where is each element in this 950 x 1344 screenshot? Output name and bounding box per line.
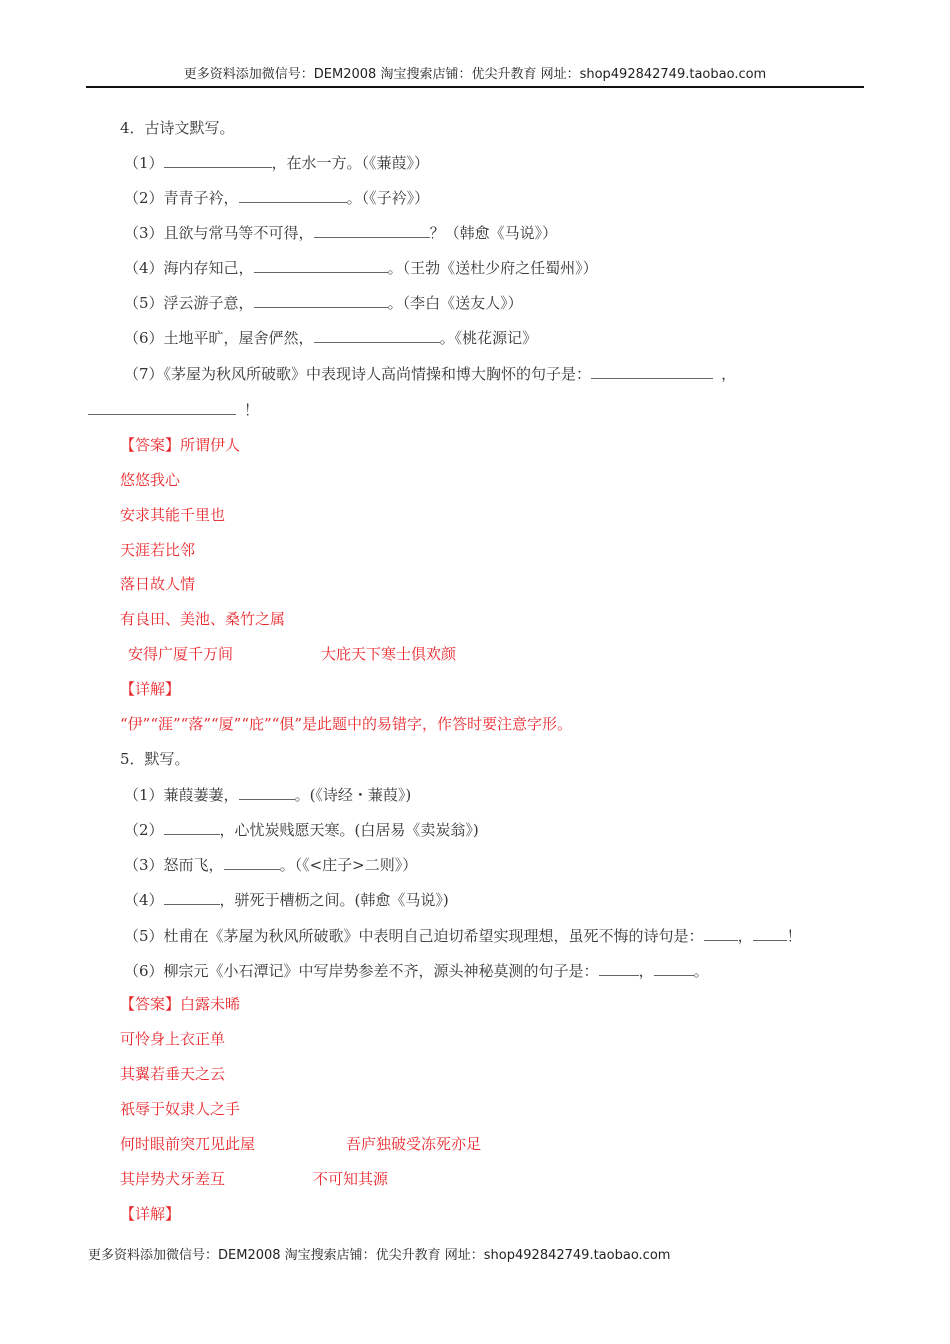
question-item-continuation: ！ <box>88 399 259 420</box>
answer-blank[interactable] <box>239 784 295 800</box>
answer-line: 【答案】白露未晞 <box>120 995 241 1013</box>
header-divider <box>86 86 864 88</box>
answer-blank[interactable] <box>164 152 272 168</box>
question-item: （7）《茅屋为秋风所破歌》中表现诗人高尚情操和博大胸怀的句子是： ， <box>124 365 737 383</box>
question-item: （3）且欲与常马等不可得， ？（韩愈《马说》） <box>124 224 558 242</box>
question-item: （4）海内存知己， 。（王勃《送杜少府之任蜀州》） <box>124 259 598 277</box>
answer-line: 大庇天下寒士俱欢颜 <box>321 645 457 663</box>
explain-label: 【详解】 <box>120 1205 181 1223</box>
answer-label: 【答案】 <box>120 995 181 1013</box>
answer-line: 可怜身上衣正单 <box>120 1030 226 1048</box>
answer-blank[interactable] <box>314 327 440 343</box>
answer-blank[interactable] <box>254 257 388 273</box>
answer-line: 有良田、美池、桑竹之属 <box>120 610 286 628</box>
answer-blank[interactable] <box>88 399 236 415</box>
answer-line: 祇辱于奴隶人之手 <box>120 1100 241 1118</box>
answer-line: 其岸势犬牙差互 <box>120 1170 226 1188</box>
header-text: 更多资料添加微信号：DEM2008 淘宝搜索店铺：优尖升教育 网址：shop492842749.taobao.com <box>183 67 767 82</box>
question-item: （1）蒹葭萋萋， 。(《诗经・蒹葭》) <box>124 786 412 804</box>
answer-line: 落日故人情 <box>120 575 196 593</box>
answer-line: 【答案】所谓伊人 <box>120 436 241 454</box>
question-item: （6）柳宗元《小石潭记》中写岸势参差不齐，源头神秘莫测的句子是： ， 。 <box>124 962 709 980</box>
answer-line: 吾庐独破受冻死亦足 <box>346 1135 482 1153</box>
explanation-text: “伊”“涯”“落”“厦”“庇”“俱”是此题中的易错字，作答时要注意字形。 <box>120 715 573 733</box>
answer-line: 天涯若比邻 <box>120 541 196 559</box>
question-item: （5）浮云游子意， 。（李白《送友人》） <box>124 294 523 312</box>
answer-line: 何时眼前突兀见此屋 <box>120 1135 256 1153</box>
question-title: 5．默写。 <box>120 750 190 768</box>
question-item: （6）土地平旷，屋舍俨然， 。《桃花源记》 <box>124 329 538 347</box>
answer-blank[interactable] <box>753 925 787 941</box>
answer-blank[interactable] <box>254 292 388 308</box>
question-item: （1） ，在水一方。（《蒹葭》） <box>124 154 430 172</box>
answer-blank[interactable] <box>239 187 347 203</box>
answer-line: 安得广厦千万间 <box>128 645 234 663</box>
question-item: （4） ，骈死于槽枥之间。(韩愈《马说》) <box>124 891 449 909</box>
answer-blank[interactable] <box>654 960 694 976</box>
question-item: （5）杜甫在《茅屋为秋风所破歌》中表明自己迫切希望实现理想，虽死不悔的诗句是： ， ！ <box>124 927 802 945</box>
question-item: （2）青青子衿， 。（《子衿》） <box>124 189 430 207</box>
question-title: 4．古诗文默写。 <box>120 119 235 137</box>
answer-label: 【答案】 <box>120 436 181 454</box>
answer-blank[interactable] <box>591 363 713 379</box>
answer-line: 其翼若垂天之云 <box>120 1065 226 1083</box>
answer-line: 安求其能千里也 <box>120 506 226 524</box>
answer-blank[interactable] <box>224 854 280 870</box>
question-item: （3）怒而飞， 。（《<庄子>二则》） <box>124 856 418 874</box>
question-item: （2） ，心忧炭贱愿天寒。(白居易《卖炭翁》) <box>124 821 479 839</box>
answer-blank[interactable] <box>704 925 738 941</box>
answer-blank[interactable] <box>314 222 430 238</box>
answer-blank[interactable] <box>164 819 220 835</box>
explain-label: 【详解】 <box>120 680 181 698</box>
answer-blank[interactable] <box>164 889 220 905</box>
page-footer: 更多资料添加微信号：DEM2008 淘宝搜索店铺：优尖升教育 网址：shop492842749.taobao.com <box>88 1248 671 1263</box>
answer-line: 不可知其源 <box>313 1170 389 1188</box>
answer-line: 悠悠我心 <box>120 471 181 489</box>
answer-blank[interactable] <box>599 960 639 976</box>
